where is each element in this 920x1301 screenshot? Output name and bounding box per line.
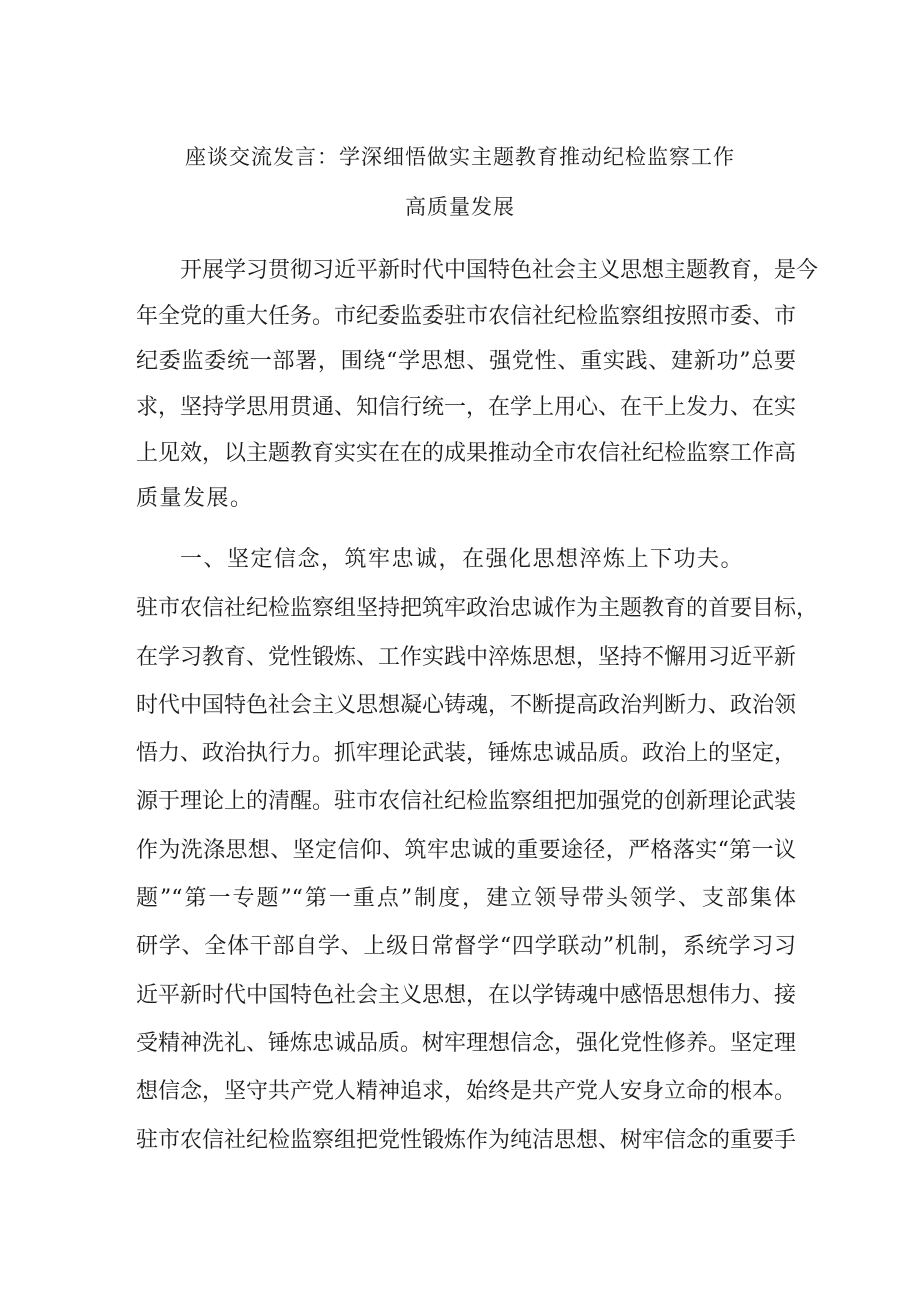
document-title-line-2: 高质量发展 — [405, 195, 515, 219]
section-1-line: 受精神洗礼、锤炼忠诚品质。树牢理想信念，强化党性修养。坚定理 — [136, 1031, 797, 1056]
document-title-line-1: 座谈交流发言：学深细悟做实主题教育推动纪检监察工作 — [185, 145, 735, 169]
section-1-heading: 一、坚定信念，筑牢忠诚，在强化思想淬炼上下功夫。 — [180, 547, 745, 572]
section-1-line: 驻市农信社纪检监察组坚持把筑牢政治忠诚作为主题教育的首要目标， — [136, 596, 819, 621]
intro-line: 纪委监委统一部署，围绕“学思想、强党性、重实践、建新功”总要 — [136, 349, 796, 374]
section-1-line: 驻市农信社纪检监察组把党性锻炼作为纯洁思想、树牢信念的重要手 — [136, 1128, 797, 1153]
intro-line: 上见效，以主题教育实实在在的成果推动全市农信社纪检监察工作高 — [136, 441, 797, 466]
section-1-line: 作为洗涤思想、坚定信仰、筑牢忠诚的重要途径，严格落实“第一议 — [136, 838, 796, 863]
intro-line: 质量发展。 — [136, 486, 254, 511]
section-1-line: 在学习教育、党性锻炼、工作实践中淬炼思想，坚持不懈用习近平新 — [136, 645, 797, 670]
intro-line: 年全党的重大任务。市纪委监委驻市农信社纪检监察组按照市委、市 — [136, 304, 797, 329]
intro-line: 开展学习贯彻习近平新时代中国特色社会主义思想主题教育，是今 — [180, 258, 819, 283]
section-1-line: 时代中国特色社会主义思想凝心铸魂，不断提高政治判断力、政治领 — [136, 693, 797, 718]
section-1-line: 想信念，坚守共产党人精神追求，始终是共产党人安身立命的根本。 — [136, 1079, 797, 1104]
section-1-line: 源于理论上的清醒。驻市农信社纪检监察组把加强党的创新理论武装 — [136, 789, 797, 814]
section-1-line: 题”“第一专题”“第一重点”制度，建立领导带头领学、支部集体 — [136, 886, 796, 911]
section-1-line: 研学、全体干部自学、上级日常督学“四学联动”机制，系统学习习 — [136, 934, 796, 959]
section-1-line: 悟力、政治执行力。抓牢理论武装，锤炼忠诚品质。政治上的坚定， — [136, 741, 797, 766]
section-1-line: 近平新时代中国特色社会主义思想，在以学铸魂中感悟思想伟力、接 — [136, 983, 797, 1008]
intro-line: 求，坚持学思用贯通、知信行统一，在学上用心、在干上发力、在实 — [136, 395, 797, 420]
